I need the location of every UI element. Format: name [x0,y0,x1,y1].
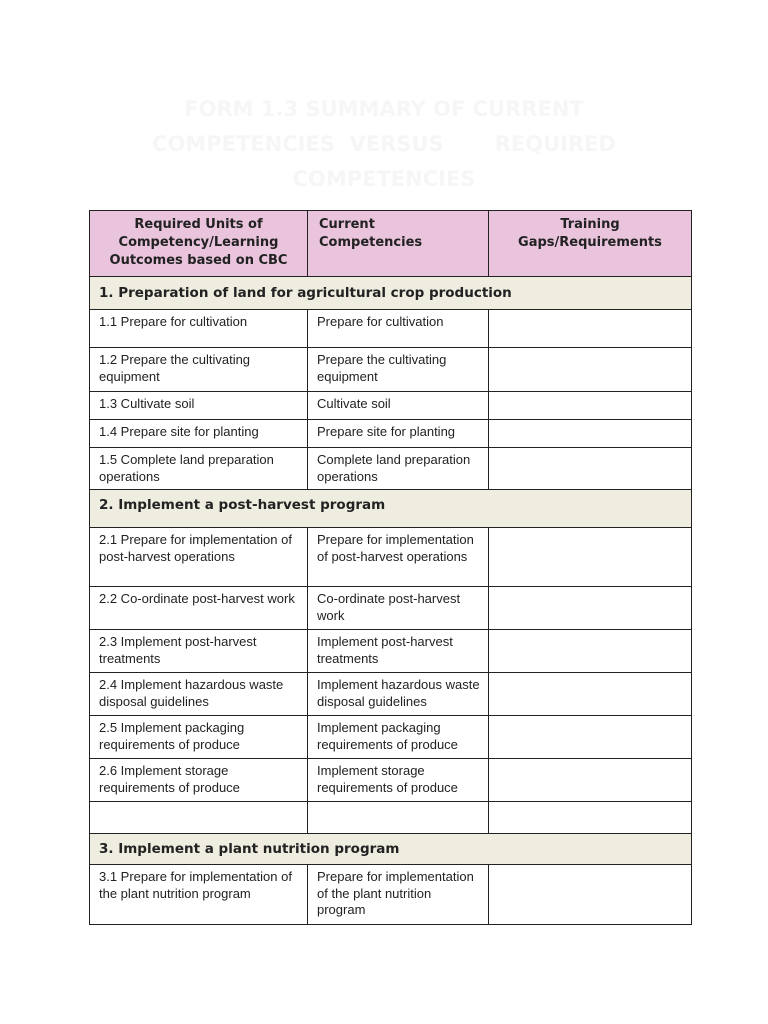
current-cell [308,802,489,834]
gaps-cell [489,802,692,834]
section-heading: 3. Implement a plant nutrition program [90,834,692,865]
section-heading: 2. Implement a post-harvest program [90,490,692,528]
form-title-line-1: FORM 1.3 SUMMARY OF CURRENT [184,97,584,121]
current-cell: Implement hazardous waste disposal guidelines [308,673,489,716]
required-cell: 3.1 Prepare for implementation of the plant nutrition program [90,865,308,925]
table-header-row [90,211,692,277]
required-cell: 1.4 Prepare site for planting [90,420,308,448]
current-cell: Implement storage requirements of produce [308,759,489,802]
table-row [90,348,692,392]
current-cell: Prepare for implementation of post-harvest operations [308,528,489,587]
gaps-cell [489,420,692,448]
competency-table [89,210,692,925]
table-row [90,630,692,673]
header-training-gaps: Training Gaps/Requirements [489,211,692,277]
gaps-cell [489,348,692,392]
required-cell: 1.2 Prepare the cultivating equipment [90,348,308,392]
current-cell: Implement post-harvest treatments [308,630,489,673]
required-cell: 2.1 Prepare for implementation of post-harvest operations [90,528,308,587]
required-cell: 2.4 Implement hazardous waste disposal guidelines [90,673,308,716]
gaps-cell [489,630,692,673]
table-row [90,673,692,716]
section-heading: 1. Preparation of land for agricultural crop production [90,277,692,310]
section-row [90,834,692,865]
required-cell [90,802,308,834]
gaps-cell [489,528,692,587]
gaps-cell [489,673,692,716]
current-cell: Co-ordinate post-harvest work [308,587,489,630]
required-cell: 2.3 Implement post-harvest treatments [90,630,308,673]
table-row [90,448,692,490]
table-row [90,392,692,420]
current-cell: Implement packaging requirements of produce [308,716,489,759]
current-cell: Prepare for cultivation [308,310,489,348]
current-cell: Complete land preparation operations [308,448,489,490]
form-title [0,92,768,197]
table-row [90,310,692,348]
gaps-cell [489,587,692,630]
gaps-cell [489,310,692,348]
required-cell: 1.5 Complete land preparation operations [90,448,308,490]
current-cell: Prepare for implementation of the plant nutrition program [308,865,489,925]
form-title-line-2: COMPETENCIES VERSUS REQUIRED [152,132,616,156]
section-row [90,277,692,310]
gaps-cell [489,716,692,759]
table-row [90,759,692,802]
required-cell: 2.2 Co-ordinate post-harvest work [90,587,308,630]
current-cell: Cultivate soil [308,392,489,420]
current-cell: Prepare site for planting [308,420,489,448]
table-row [90,420,692,448]
required-cell: 2.5 Implement packaging requirements of produce [90,716,308,759]
required-cell: 2.6 Implement storage requirements of produce [90,759,308,802]
gaps-cell [489,448,692,490]
header-required-units: Required Units of Competency/Learning Outcomes based on CBC [90,211,308,277]
gaps-cell [489,392,692,420]
table-row [90,865,692,925]
section-row [90,490,692,528]
table-row [90,716,692,759]
form-title-line-3: COMPETENCIES [292,167,476,191]
current-cell: Prepare the cultivating equipment [308,348,489,392]
table-row [90,587,692,630]
header-current-competencies: Current Competencies [308,211,489,277]
gaps-cell [489,759,692,802]
table-row [90,528,692,587]
required-cell: 1.3 Cultivate soil [90,392,308,420]
gaps-cell [489,865,692,925]
required-cell: 1.1 Prepare for cultivation [90,310,308,348]
table-row [90,802,692,834]
